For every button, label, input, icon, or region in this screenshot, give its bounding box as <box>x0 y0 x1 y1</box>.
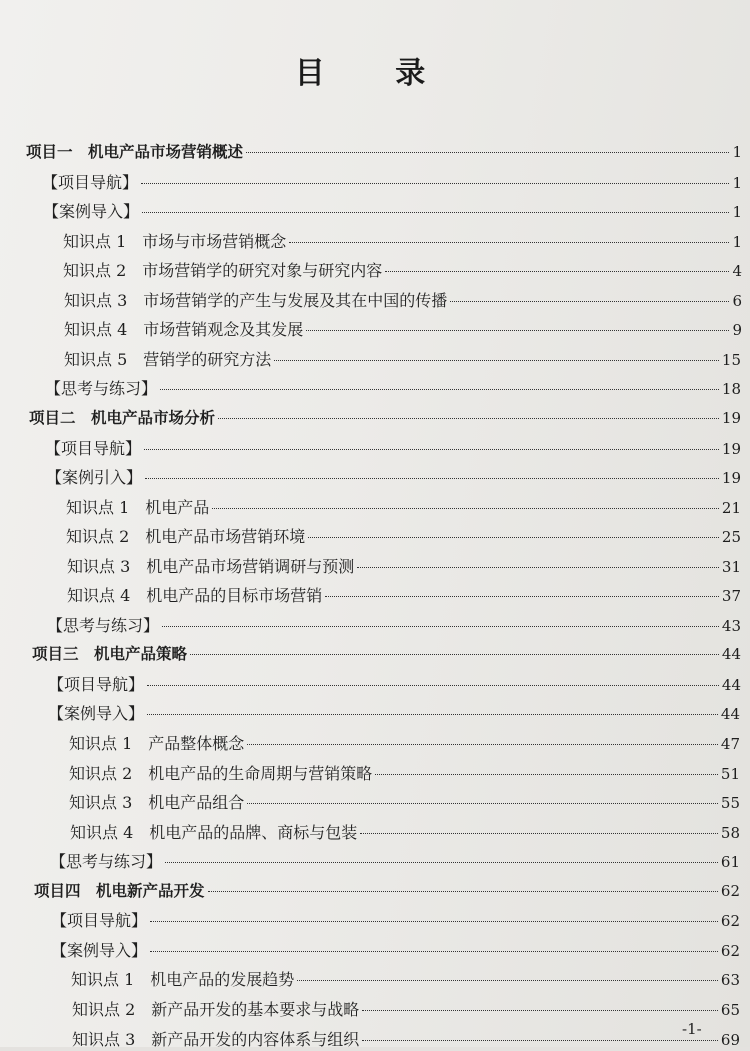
toc-entry-label: 【思考与练习】 <box>47 616 160 635</box>
toc-page-number: 62 <box>720 882 740 900</box>
dot-leader <box>142 212 729 213</box>
toc-page-number: 18 <box>721 380 741 398</box>
dot-leader <box>362 1040 718 1041</box>
toc-page-number: 47 <box>720 735 740 753</box>
toc-entry-label: 知识点 2 机电产品市场营销环境 <box>66 527 306 546</box>
toc-point-row[interactable] <box>64 317 742 341</box>
dot-leader <box>375 774 718 775</box>
toc-page-number: 25 <box>721 528 741 546</box>
toc-entry-label: 知识点 1 机电产品 <box>66 498 210 517</box>
toc-section-row[interactable] <box>42 170 742 194</box>
toc-entry-label: 【思考与练习】 <box>50 852 163 871</box>
toc-point-row[interactable] <box>67 554 741 578</box>
toc-point-row[interactable] <box>71 967 740 991</box>
toc-entry-label: 【案例引入】 <box>46 468 143 487</box>
toc-section-row[interactable] <box>48 701 740 725</box>
toc-point-row[interactable] <box>72 997 740 1021</box>
toc-page-number: 44 <box>721 676 741 694</box>
toc-entry-label: 项目二 机电产品市场分析 <box>29 409 216 427</box>
dot-leader <box>274 360 719 361</box>
dot-leader <box>144 449 719 450</box>
toc-page-number: 63 <box>720 971 740 989</box>
toc-page-number: 37 <box>721 587 741 605</box>
page-number: -1- <box>682 1020 702 1038</box>
toc-entry-label: 知识点 2 机电产品的生命周期与营销策略 <box>69 764 373 783</box>
toc-entry-label: 项目四 机电新产品开发 <box>34 882 205 900</box>
toc-page-number: 21 <box>721 499 741 517</box>
toc-page-number: 43 <box>721 617 741 635</box>
dot-leader <box>325 596 719 597</box>
toc-page-number: 31 <box>721 558 741 576</box>
toc-entry-label: 知识点 3 市场营销学的产生与发展及其在中国的传播 <box>64 291 448 310</box>
dot-leader <box>212 508 719 509</box>
toc-page-number: 19 <box>721 440 741 458</box>
toc-chapter-row[interactable] <box>29 406 741 430</box>
toc-point-row[interactable] <box>64 288 742 312</box>
toc-page-number: 69 <box>720 1031 740 1049</box>
toc-chapter-row[interactable] <box>32 642 741 666</box>
dot-leader <box>160 389 719 390</box>
toc-entry-label: 知识点 3 机电产品组合 <box>69 793 245 812</box>
toc-point-row[interactable] <box>64 347 741 371</box>
toc-entry-label: 知识点 4 机电产品的品牌、商标与包装 <box>70 823 358 842</box>
toc-entry-label: 知识点 4 机电产品的目标市场营销 <box>67 586 323 605</box>
toc-entry-label: 项目一 机电产品市场营销概述 <box>26 143 244 161</box>
toc-page-number: 1 <box>732 143 742 161</box>
dot-leader <box>150 921 718 922</box>
dot-leader <box>247 744 718 745</box>
dot-leader <box>218 418 719 419</box>
toc-section-row[interactable] <box>46 465 741 489</box>
toc-section-row[interactable] <box>45 376 741 400</box>
toc-page-number: 61 <box>720 853 740 871</box>
toc-page-number: 1 <box>732 233 742 251</box>
toc-point-row[interactable] <box>67 583 741 607</box>
dot-leader <box>247 803 718 804</box>
dot-leader <box>289 242 729 243</box>
toc-page-number: 6 <box>732 292 742 310</box>
dot-leader <box>150 951 718 952</box>
toc-entry-label: 知识点 4 市场营销观念及其发展 <box>64 320 304 339</box>
toc-page-number: 62 <box>720 942 740 960</box>
toc-section-row[interactable] <box>48 672 741 696</box>
toc-entry-label: 知识点 3 机电产品市场营销调研与预测 <box>67 557 355 576</box>
toc-page-number: 1 <box>732 174 742 192</box>
toc-entry-label: 知识点 2 市场营销学的研究对象与研究内容 <box>63 261 383 280</box>
dot-leader <box>297 980 718 981</box>
dot-leader <box>362 1010 718 1011</box>
page-title: 目 录 <box>294 56 456 91</box>
toc-page-number: 62 <box>720 912 740 930</box>
dot-leader <box>308 537 719 538</box>
dot-leader <box>306 330 729 331</box>
toc-page-number: 19 <box>721 409 741 427</box>
toc-section-row[interactable] <box>47 613 741 637</box>
dot-leader <box>360 833 718 834</box>
dot-leader <box>147 685 719 686</box>
toc-page-number: 58 <box>720 824 740 842</box>
toc-page-number: 19 <box>721 469 741 487</box>
toc-entry-label: 知识点 1 产品整体概念 <box>69 734 245 753</box>
toc-point-row[interactable] <box>69 790 740 814</box>
toc-page-number: 9 <box>732 321 742 339</box>
toc-point-row[interactable] <box>63 258 742 282</box>
toc-point-row[interactable] <box>63 229 742 253</box>
toc-entry-label: 知识点 1 市场与市场营销概念 <box>63 232 287 251</box>
toc-section-row[interactable] <box>43 199 742 223</box>
toc-entry-label: 【项目导航】 <box>48 675 145 694</box>
toc-page-number: 44 <box>721 645 741 663</box>
toc-point-row[interactable] <box>72 1027 740 1051</box>
toc-entry-label: 【案例导入】 <box>51 941 148 960</box>
toc-entry-label: 知识点 3 新产品开发的内容体系与组织 <box>72 1030 360 1049</box>
toc-point-row[interactable] <box>70 820 740 844</box>
toc-entry-label: 【案例导入】 <box>48 704 145 723</box>
toc-entry-label: 项目三 机电产品策略 <box>32 645 188 663</box>
dot-leader <box>385 271 729 272</box>
dot-leader <box>450 301 729 302</box>
dot-leader <box>141 183 729 184</box>
toc-page-number: 51 <box>720 765 740 783</box>
dot-leader <box>145 478 719 479</box>
toc-page-number: 15 <box>721 351 741 369</box>
toc-entry-label: 【项目导航】 <box>42 173 139 192</box>
toc-section-row[interactable] <box>51 908 740 932</box>
toc-entry-label: 【案例导入】 <box>43 202 140 221</box>
toc-section-row[interactable] <box>45 436 741 460</box>
toc-chapter-row[interactable] <box>34 879 740 903</box>
toc-entry-label: 知识点 2 新产品开发的基本要求与战略 <box>72 1000 360 1019</box>
toc-point-row[interactable] <box>69 761 740 785</box>
dot-leader <box>208 891 718 892</box>
toc-section-row[interactable] <box>51 938 740 962</box>
dot-leader <box>147 714 718 715</box>
dot-leader <box>246 152 729 153</box>
toc-entry-label: 知识点 1 机电产品的发展趋势 <box>71 970 295 989</box>
dot-leader <box>165 862 718 863</box>
toc-page-number: 1 <box>732 203 742 221</box>
toc-entry-label: 知识点 5 营销学的研究方法 <box>64 350 272 369</box>
dot-leader <box>357 567 719 568</box>
toc-page-number: 65 <box>720 1001 740 1019</box>
toc-entry-label: 【项目导航】 <box>45 439 142 458</box>
toc-page-number: 44 <box>720 705 740 723</box>
toc-entry-label: 【思考与练习】 <box>45 379 158 398</box>
toc-chapter-row[interactable] <box>26 140 742 164</box>
toc-section-row[interactable] <box>50 849 740 873</box>
toc-point-row[interactable] <box>69 731 740 755</box>
toc-point-row[interactable] <box>66 495 741 519</box>
toc-page-number: 55 <box>720 794 740 812</box>
toc-point-row[interactable] <box>66 524 741 548</box>
dot-leader <box>162 626 719 627</box>
toc-entry-label: 【项目导航】 <box>51 911 148 930</box>
toc-page-number: 4 <box>732 262 742 280</box>
dot-leader <box>190 654 719 655</box>
